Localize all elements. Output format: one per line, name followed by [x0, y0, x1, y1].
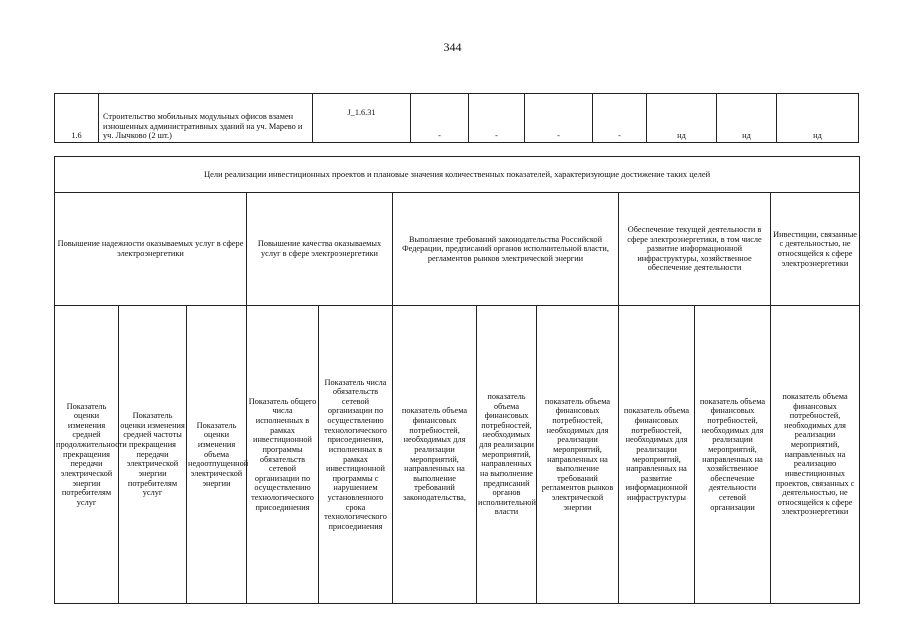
category-cell: Повышение надежности оказываемых услуг в сфере электроэнергетики — [55, 193, 247, 306]
project-name: Строительство мобильных модульных офисов взамен изношенных административных зданий на уч. Марево и уч. Лычково (2 шт.) — [99, 94, 313, 143]
category-cell: Инвестиции, связанные с деятельностью, не относящейся к сфере электроэнергетики — [771, 193, 860, 306]
indicator-cell: Показатель общего числа исполненных в рамках инвестиционной программы обязательств сетевой организации по осуществлению технологического присоединения — [247, 306, 319, 604]
indicator-cell: показатель объема финансовых потребностей, необходимых для реализации мероприятий, направленных на реализацию инвестиционных проектов, связанных с деятельностью, не относящейся к сфере электроэнергетики — [771, 306, 860, 604]
project-value: нд — [647, 94, 717, 143]
indicator-cell: Показатель оценки изменения средней продолжительности прекращения передачи электрической энергии потребителям услуг — [55, 306, 119, 604]
category-cell: Обеспечение текущей деятельности в сфере электроэнергетики, в том числе развитие информационной инфраструктуры, хозяйственное обеспечение деятельности — [619, 193, 771, 306]
project-number: 1.6 — [55, 94, 99, 143]
indicator-cell: Показатель числа обязательств сетевой организации по осуществлению технологического присоединения, исполненных в рамках инвестиционной программы с нарушением установленного срока технологического присоединения — [319, 306, 393, 604]
indicator-cell: показатель объема финансовых потребностей, необходимых для реализации мероприятий, направленных на выполнение требований регламентов рынков электрической энергии — [537, 306, 619, 604]
indicator-cell: показатель объема финансовых потребностей, необходимых для реализации мероприятий, направленных на развитие информационной инфраструктуры — [619, 306, 695, 604]
goals-indicator-row — [55, 306, 860, 604]
page-number: 344 — [443, 40, 462, 54]
goals-table — [54, 156, 860, 604]
project-value: нд — [777, 94, 859, 143]
project-value: - — [525, 94, 593, 143]
project-row — [55, 94, 859, 143]
goals-category-row — [55, 193, 860, 306]
project-value: - — [593, 94, 647, 143]
indicator-cell: показатель объема финансовых потребностей, необходимых для реализации мероприятий, направленных на выполнение требований законодательства, — [393, 306, 477, 604]
project-value: - — [469, 94, 525, 143]
goals-title-row — [55, 157, 860, 193]
category-cell: Повышение качества оказываемых услуг в сфере электроэнергетики — [247, 193, 393, 306]
category-cell: Выполнение требований законодательства Российской Федерации, предписаний органов исполнительной власти, регламентов рынков электрической энергии — [393, 193, 619, 306]
goals-title: Цели реализации инвестиционных проектов и плановые значения количественных показателей, характеризующие достижение таких целей — [55, 157, 860, 193]
indicator-cell: Показатель оценки изменения объема недоотпущенной электрической энергии — [187, 306, 247, 604]
indicator-cell: показатель объема финансовых потребностей, необходимых для реализации мероприятий, направленных на хозяйственное обеспечение деятельности сетевой организации — [695, 306, 771, 604]
project-value: нд — [717, 94, 777, 143]
indicator-cell: показатель объема финансовых потребностей, необходимых для реализации мероприятий, направленных на выполнение предписаний органов исполнительной власти — [477, 306, 537, 604]
project-code: J_1.6.31 — [313, 94, 411, 143]
indicator-cell: Показатель оценки изменения средней частоты прекращения передачи электрической энергии потребителям услуг — [119, 306, 187, 604]
project-value: - — [411, 94, 469, 143]
project-row-table — [54, 93, 859, 143]
